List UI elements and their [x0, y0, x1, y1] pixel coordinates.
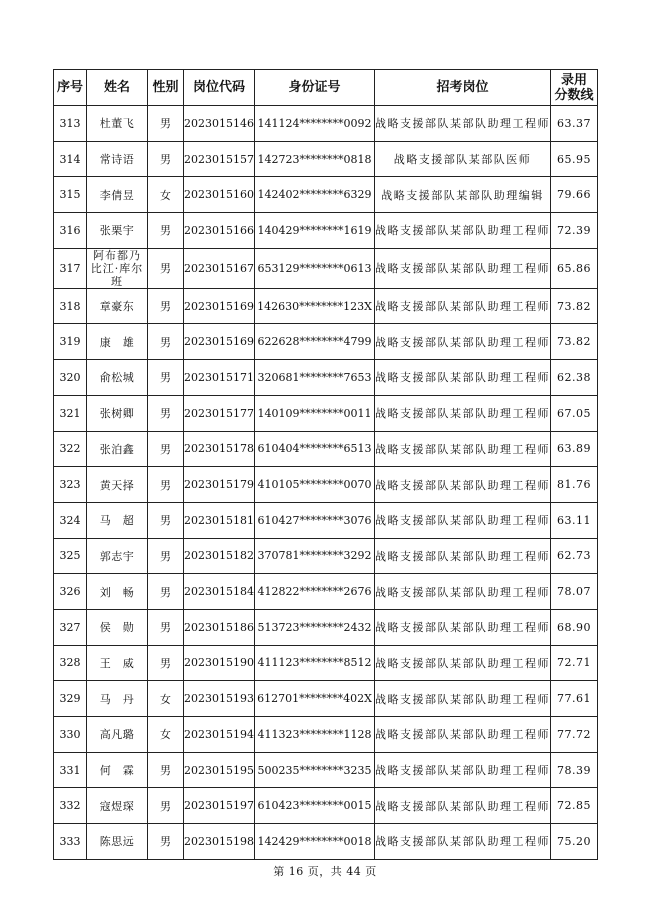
cell-score: 67.05: [551, 395, 598, 431]
cell-no: 322: [54, 431, 87, 467]
cell-post: 战略支援部队某部队助理工程师: [375, 645, 551, 681]
cell-post: 战略支援部队某部队助理工程师: [375, 324, 551, 360]
cell-no: 315: [54, 177, 87, 213]
cell-id: 653129********0613: [255, 248, 375, 288]
cell-gender: 男: [148, 609, 184, 645]
cell-post: 战略支援部队某部队助理工程师: [375, 288, 551, 324]
cell-name: 张树卿: [87, 395, 148, 431]
table-row: [54, 502, 598, 538]
cell-no: 313: [54, 106, 87, 142]
table-row: [54, 248, 598, 288]
cell-gender: 男: [148, 467, 184, 503]
cell-score: 63.89: [551, 431, 598, 467]
cell-gender: 男: [148, 502, 184, 538]
cell-gender: 女: [148, 177, 184, 213]
cell-id: 412822********2676: [255, 574, 375, 610]
cell-name: 高凡璐: [87, 717, 148, 753]
cell-no: 327: [54, 609, 87, 645]
cell-gender: 男: [148, 538, 184, 574]
cell-gender: 男: [148, 395, 184, 431]
cell-gender: 男: [148, 324, 184, 360]
cell-name: 李倩昱: [87, 177, 148, 213]
cell-name: 寇煜琛: [87, 788, 148, 824]
header-score: [551, 70, 598, 106]
cell-post: 战略支援部队某部队助理编辑: [375, 177, 551, 213]
cell-post-code: 2023015167: [184, 248, 255, 288]
table-row: [54, 609, 598, 645]
cell-score: 75.20: [551, 824, 598, 860]
cell-gender: 男: [148, 360, 184, 396]
cell-gender: 男: [148, 431, 184, 467]
cell-id: 411323********1128: [255, 717, 375, 753]
cell-name: 张泊鑫: [87, 431, 148, 467]
cell-id: 142630********123X: [255, 288, 375, 324]
cell-post-code: 2023015193: [184, 681, 255, 717]
cell-no: 326: [54, 574, 87, 610]
cell-no: 320: [54, 360, 87, 396]
cell-score: 78.39: [551, 752, 598, 788]
cell-score: 63.11: [551, 502, 598, 538]
cell-gender: 男: [148, 141, 184, 177]
cell-gender: 男: [148, 213, 184, 249]
cell-score: 72.39: [551, 213, 598, 249]
cell-gender: 男: [148, 645, 184, 681]
cell-gender: 男: [148, 824, 184, 860]
cell-no: 319: [54, 324, 87, 360]
table-header-row: [54, 70, 598, 106]
cell-post-code: 2023015146: [184, 106, 255, 142]
table-row: [54, 467, 598, 503]
cell-post: 战略支援部队某部队助理工程师: [375, 106, 551, 142]
cell-gender: 男: [148, 788, 184, 824]
cell-no: 332: [54, 788, 87, 824]
cell-id: 410105********0070: [255, 467, 375, 503]
cell-id: 610427********3076: [255, 502, 375, 538]
cell-id: 612701********402X: [255, 681, 375, 717]
cell-id: 610404********6513: [255, 431, 375, 467]
admission-table-container: [53, 69, 597, 860]
table-row: [54, 752, 598, 788]
cell-name: 俞松城: [87, 360, 148, 396]
cell-id: 140429********1619: [255, 213, 375, 249]
cell-post: 战略支援部队某部队助理工程师: [375, 752, 551, 788]
cell-post-code: 2023015179: [184, 467, 255, 503]
table-row: [54, 788, 598, 824]
table-row: [54, 538, 598, 574]
cell-id: 320681********7653: [255, 360, 375, 396]
cell-score: 77.72: [551, 717, 598, 753]
cell-no: 316: [54, 213, 87, 249]
cell-post: 战略支援部队某部队助理工程师: [375, 248, 551, 288]
cell-name: 阿布都乃比江·库尔班: [87, 248, 148, 288]
cell-post-code: 2023015181: [184, 502, 255, 538]
cell-gender: 男: [148, 106, 184, 142]
table-row: [54, 141, 598, 177]
cell-id: 370781********3292: [255, 538, 375, 574]
table-body: [54, 106, 598, 860]
table-row: [54, 360, 598, 396]
cell-id: 411123********8512: [255, 645, 375, 681]
cell-name: 马 超: [87, 502, 148, 538]
table-row: [54, 213, 598, 249]
cell-post: 战略支援部队某部队助理工程师: [375, 502, 551, 538]
cell-score: 73.82: [551, 288, 598, 324]
cell-score: 77.61: [551, 681, 598, 717]
cell-id: 140109********0011: [255, 395, 375, 431]
cell-post-code: 2023015197: [184, 788, 255, 824]
table-row: [54, 324, 598, 360]
cell-score: 72.71: [551, 645, 598, 681]
cell-post: 战略支援部队某部队助理工程师: [375, 609, 551, 645]
cell-id: 142723********0818: [255, 141, 375, 177]
cell-no: 324: [54, 502, 87, 538]
table-row: [54, 106, 598, 142]
header-post-code: 岗位代码: [184, 70, 255, 106]
cell-gender: 男: [148, 288, 184, 324]
table-row: [54, 717, 598, 753]
cell-no: 323: [54, 467, 87, 503]
header-score-line2: 分数线: [554, 87, 594, 103]
cell-post-code: 2023015194: [184, 717, 255, 753]
cell-score: 81.76: [551, 467, 598, 503]
cell-score: 72.85: [551, 788, 598, 824]
header-post: 招考岗位: [375, 70, 551, 106]
admission-table: [53, 69, 598, 860]
cell-id: 142429********0018: [255, 824, 375, 860]
cell-score: 78.07: [551, 574, 598, 610]
cell-post-code: 2023015177: [184, 395, 255, 431]
cell-no: 329: [54, 681, 87, 717]
cell-name: 张栗宇: [87, 213, 148, 249]
cell-no: 333: [54, 824, 87, 860]
cell-score: 63.37: [551, 106, 598, 142]
cell-post-code: 2023015169: [184, 288, 255, 324]
cell-gender: 男: [148, 574, 184, 610]
cell-id: 622628********4799: [255, 324, 375, 360]
cell-post-code: 2023015186: [184, 609, 255, 645]
cell-post: 战略支援部队某部队助理工程师: [375, 788, 551, 824]
table-row: [54, 824, 598, 860]
cell-name: 常诗语: [87, 141, 148, 177]
cell-name: 黄天择: [87, 467, 148, 503]
cell-no: 331: [54, 752, 87, 788]
cell-post: 战略支援部队某部队助理工程师: [375, 574, 551, 610]
page-footer: 第 16 页，共 44 页: [273, 865, 377, 878]
table-row: [54, 645, 598, 681]
cell-gender: 男: [148, 752, 184, 788]
cell-name: 刘 畅: [87, 574, 148, 610]
cell-post: 战略支援部队某部队助理工程师: [375, 431, 551, 467]
cell-post-code: 2023015178: [184, 431, 255, 467]
cell-post: 战略支援部队某部队医师: [375, 141, 551, 177]
cell-no: 325: [54, 538, 87, 574]
cell-gender: 男: [148, 248, 184, 288]
cell-id: 500235********3235: [255, 752, 375, 788]
cell-post: 战略支援部队某部队助理工程师: [375, 717, 551, 753]
cell-post-code: 2023015166: [184, 213, 255, 249]
cell-name: 郭志宇: [87, 538, 148, 574]
cell-post: 战略支援部队某部队助理工程师: [375, 360, 551, 396]
table-row: [54, 177, 598, 213]
cell-name: 陈思远: [87, 824, 148, 860]
table-row: [54, 574, 598, 610]
cell-score: 65.86: [551, 248, 598, 288]
cell-post: 战略支援部队某部队助理工程师: [375, 213, 551, 249]
cell-post-code: 2023015182: [184, 538, 255, 574]
table-row: [54, 288, 598, 324]
cell-name: 章豪东: [87, 288, 148, 324]
cell-score: 62.73: [551, 538, 598, 574]
cell-post-code: 2023015171: [184, 360, 255, 396]
cell-name: 杜董飞: [87, 106, 148, 142]
cell-no: 314: [54, 141, 87, 177]
cell-post-code: 2023015169: [184, 324, 255, 360]
cell-no: 321: [54, 395, 87, 431]
table-row: [54, 681, 598, 717]
cell-id: 141124********0092: [255, 106, 375, 142]
cell-name: 马 丹: [87, 681, 148, 717]
cell-post: 战略支援部队某部队助理工程师: [375, 538, 551, 574]
cell-post: 战略支援部队某部队助理工程师: [375, 824, 551, 860]
cell-id: 142402********6329: [255, 177, 375, 213]
cell-post: 战略支援部队某部队助理工程师: [375, 395, 551, 431]
cell-post-code: 2023015184: [184, 574, 255, 610]
cell-post-code: 2023015160: [184, 177, 255, 213]
cell-score: 79.66: [551, 177, 598, 213]
cell-score: 68.90: [551, 609, 598, 645]
cell-post: 战略支援部队某部队助理工程师: [375, 681, 551, 717]
cell-post: 战略支援部队某部队助理工程师: [375, 467, 551, 503]
cell-post-code: 2023015195: [184, 752, 255, 788]
cell-no: 318: [54, 288, 87, 324]
cell-id: 513723********2432: [255, 609, 375, 645]
cell-gender: 女: [148, 717, 184, 753]
cell-score: 65.95: [551, 141, 598, 177]
cell-post-code: 2023015190: [184, 645, 255, 681]
cell-score: 73.82: [551, 324, 598, 360]
cell-no: 330: [54, 717, 87, 753]
cell-no: 328: [54, 645, 87, 681]
cell-gender: 女: [148, 681, 184, 717]
cell-score: 62.38: [551, 360, 598, 396]
cell-name: 侯 勋: [87, 609, 148, 645]
cell-no: 317: [54, 248, 87, 288]
cell-name: 康 雄: [87, 324, 148, 360]
header-no: 序号: [54, 70, 87, 106]
table-row: [54, 431, 598, 467]
header-score-line1: 录用: [560, 72, 587, 88]
header-name: 姓名: [87, 70, 148, 106]
cell-name: 王 威: [87, 645, 148, 681]
header-id: 身份证号: [255, 70, 375, 106]
cell-post-code: 2023015157: [184, 141, 255, 177]
table-row: [54, 395, 598, 431]
cell-id: 610423********0015: [255, 788, 375, 824]
cell-post-code: 2023015198: [184, 824, 255, 860]
header-gender: 性别: [148, 70, 184, 106]
cell-name: 何 霖: [87, 752, 148, 788]
